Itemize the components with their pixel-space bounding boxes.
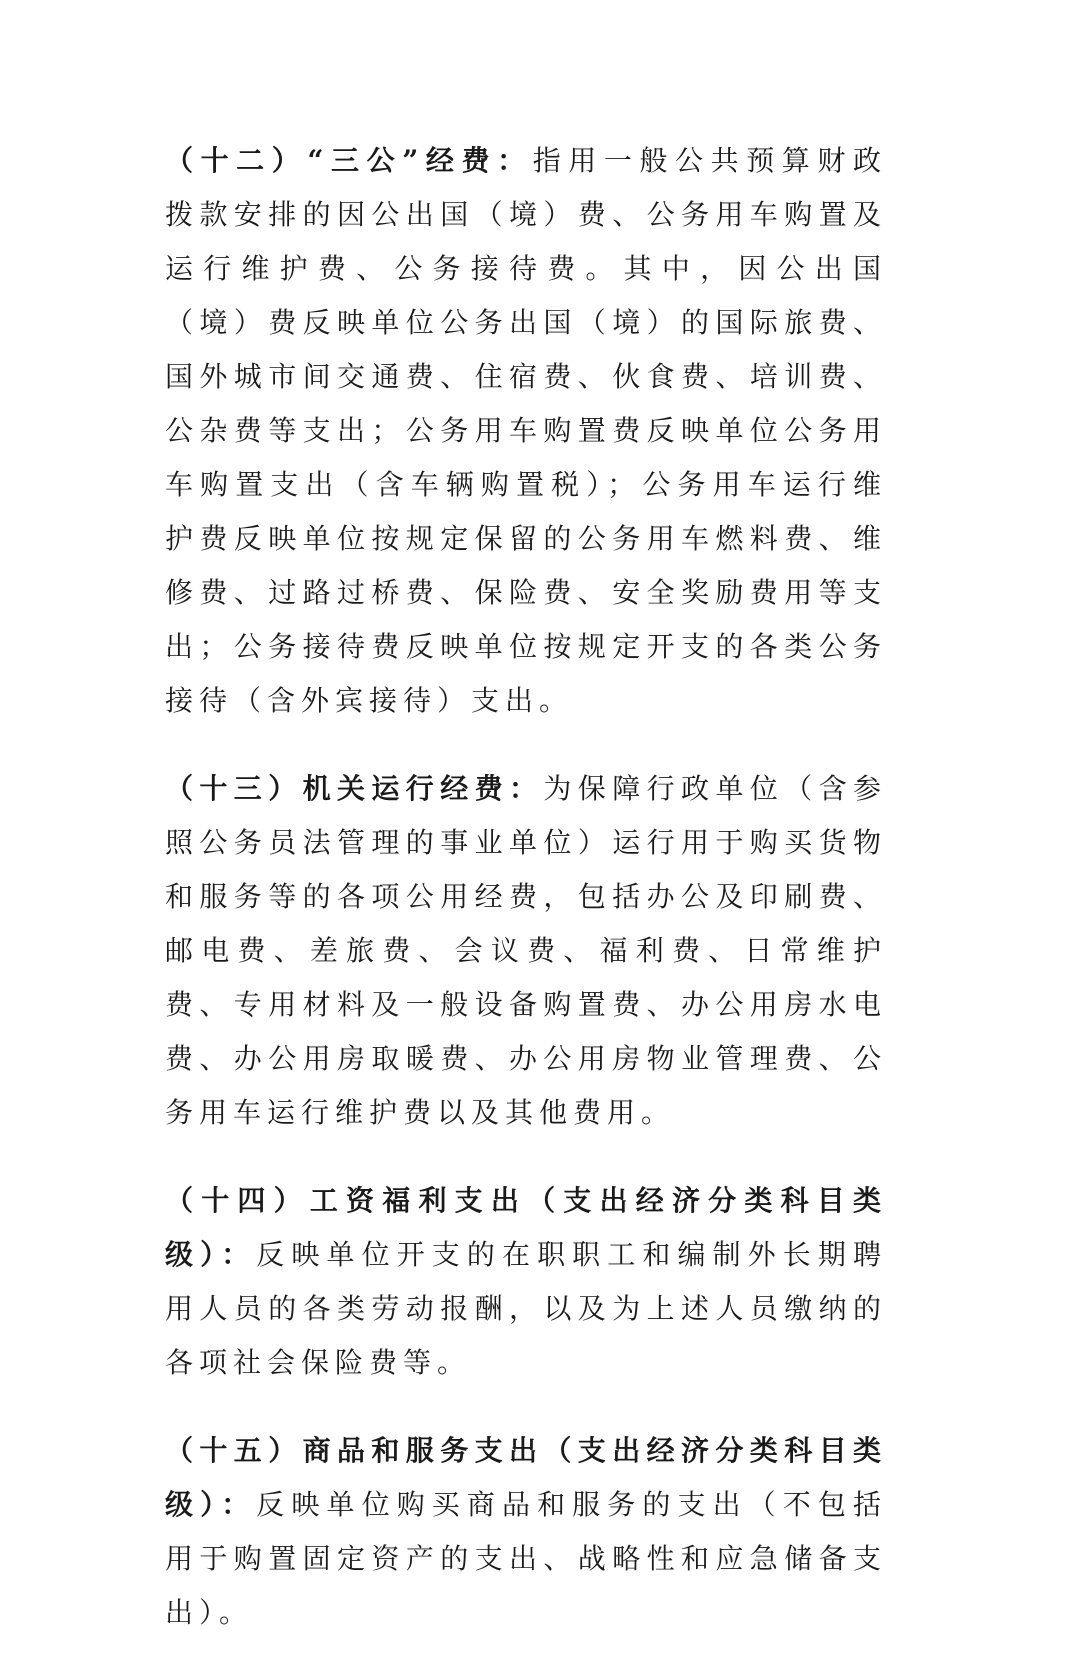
section-12-term: （十二）“三公”经费： <box>165 144 533 177</box>
section-14-body: 反映单位开支的在职职工和编制外长期聘用人员的各类劳动报酬，以及为上述人员缴纳的各项社会保险费等。 <box>165 1238 887 1379</box>
section-13-term: （十三）机关运行经费： <box>165 772 544 805</box>
section-15-term: （十五）商品和服务支出（支出经济分类科目类级）： <box>165 1434 887 1521</box>
section-12-body: 指用一般公共预算财政拨款安排的因公出国（境）费、公务用车购置及运行维护费、公务接待费。其中，因公出国（境）费反映单位公务出国（境）的国际旅费、国外城市间交通费、住宿费、伙食费、培训费、公杂费等支出；公务用车购置费反映单位公务用车购置支出（含车辆购置税）；公务用车运行维护费反映单位按规定保留的公务用车燃料费、维修费、过路过桥费、保险费、安全奖励费用等支出；公务接待费反映单位按规定开支的各类公务接待（含外宾接待）支出。 <box>165 144 887 717</box>
document-page <box>165 134 887 1674</box>
section-14-term: （十四）工资福利支出（支出经济分类科目类级）： <box>165 1184 887 1271</box>
section-12 <box>165 134 887 728</box>
section-15-body: 反映单位购买商品和服务的支出（不包括用于购置固定资产的支出、战略性和应急储备支出）。 <box>165 1488 887 1629</box>
section-14 <box>165 1174 887 1390</box>
section-15 <box>165 1424 887 1640</box>
section-13-body: 为保障行政单位（含参照公务员法管理的事业单位）运行用于购买货物和服务等的各项公用经费，包括办公及印刷费、邮电费、差旅费、会议费、福利费、日常维护费、专用材料及一般设备购置费、办公用房水电费、办公用房取暖费、办公用房物业管理费、公务用车运行维护费以及其他费用。 <box>165 772 887 1129</box>
section-13 <box>165 762 887 1140</box>
